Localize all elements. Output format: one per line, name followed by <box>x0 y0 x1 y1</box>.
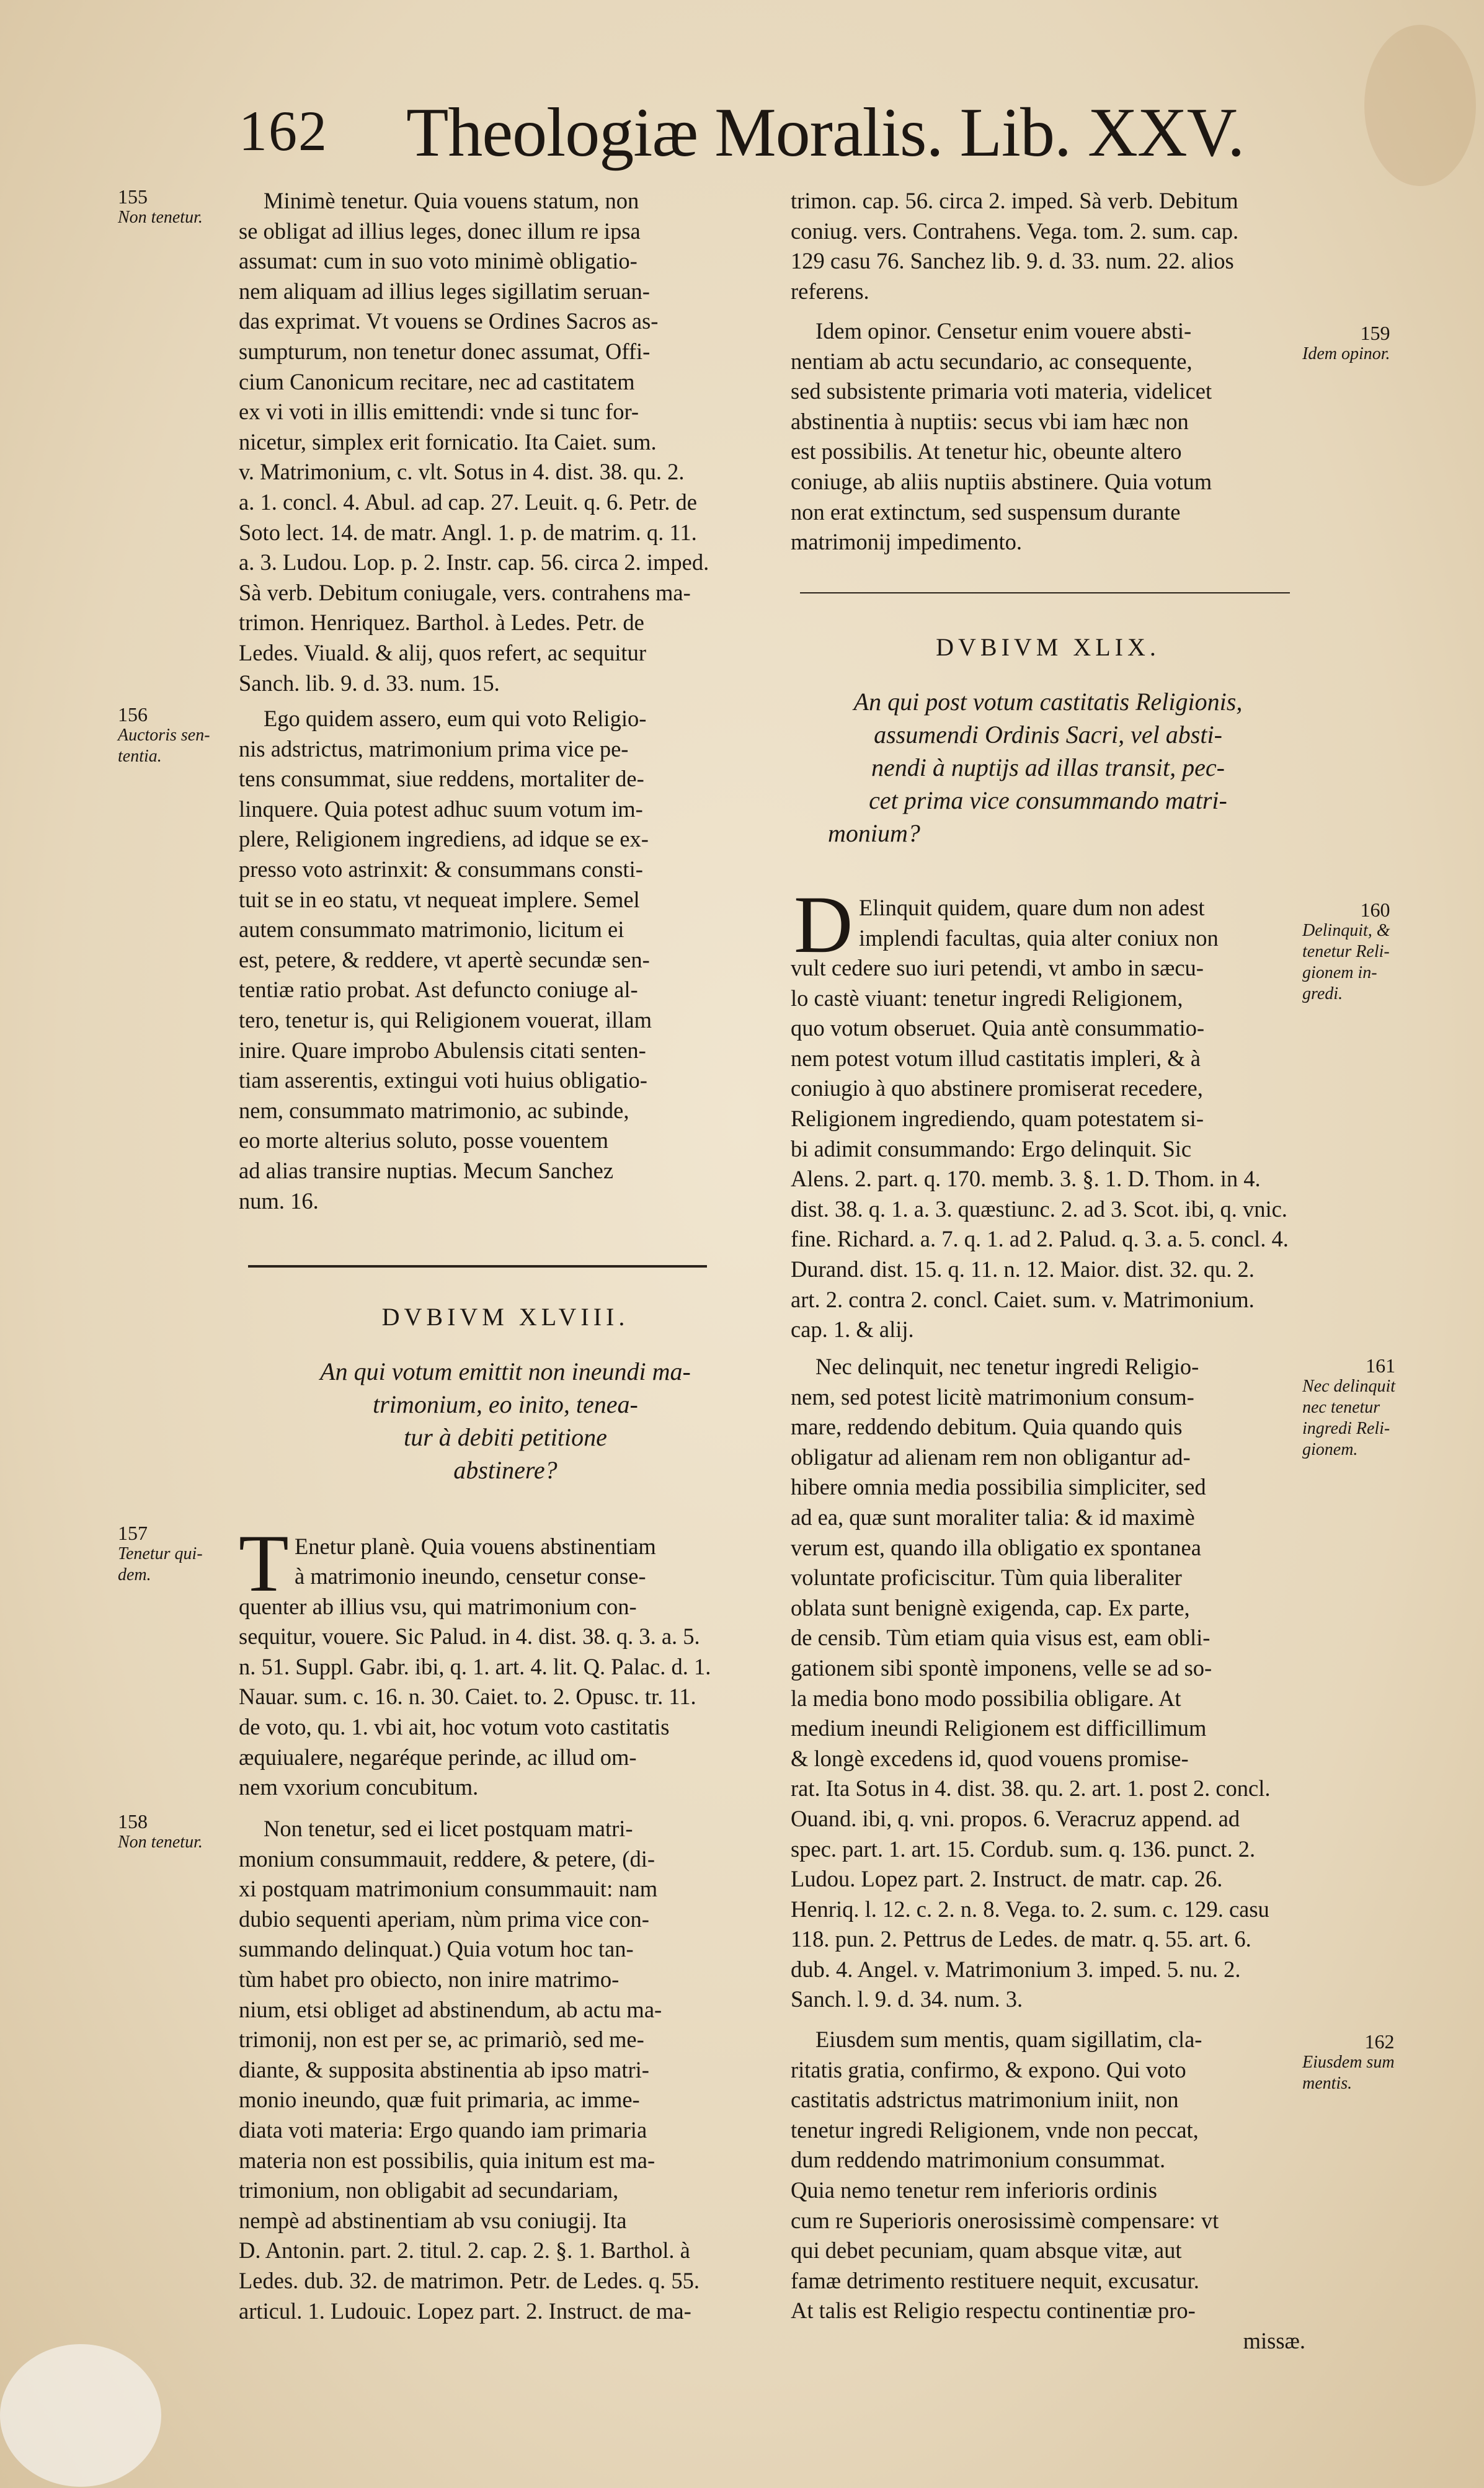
margin-note-156: 156 Auctoris sen- tentia. <box>118 703 210 766</box>
dubium-49-title: DVBIVM XLIX. <box>936 633 1160 661</box>
page-number: 162 <box>239 99 328 162</box>
para-156: Ego quidem assero, eum qui voto Religio- nis adstrictus, matrimonium prima vice pe- tens consummat, siue reddens, mortaliter de- linquere. Quia potest adhuc suum votum im- plere, Religionem ingrediens, ad idque se ex- presso voto astrinxit: & consummans consti- tuit se in eo statu, vt nequeat implere. Semel autem consummato matrimonio, licitum ei est, petere, & reddere, vt apertè secundæ sen- tentiæ ratio probat. Ast defuncto coniuge al- tero, tenetur is, qui Religionem vouerat, illam inire. Quare improbo Abulensis citati senten- tiam asserentis, extingui voti huius obligatio- nem, consummato matrimonio, ac subinde, eo morte alterius soluto, posse vouentem ad alias transire nuptias. Mecum Sanchez num. 16. <box>239 706 652 1214</box>
para-157: à matrimonio ineundo, censetur conse- quenter ab illius vsu, qui matrimonium con- sequitur, vouere. Sic Palud. in 4. dist. 38. q. 3. a. 5. n. 51. Suppl. Gabr. ibi, q. 1. art. 4. lit. Q. Palac. d. 1. Nauar. sum. c. 16. n. 30. Caiet. to. 2. Opusc. tr. 11. de voto, qu. 1. vbi ait, hoc votum voto castitatis æquiualere, negaréque perinde, ac illud om- nem vxorium concubitum. <box>239 1563 711 1800</box>
margin-note-161: 161 Nec delinquit nec tenetur ingredi Reli- gionem. <box>1302 1354 1396 1459</box>
section-rule <box>248 1265 707 1268</box>
para-158-continuation: trimon. cap. 56. circa 2. imped. Sà verb. Debitum coniug. vers. Contrahens. Vega. tom. 2. sum. cap. 129 casu 76. Sanchez lib. 9. d. 33. num. 22. alios referens. <box>791 188 1239 304</box>
section-rule <box>800 592 1290 593</box>
para-161: Nec delinquit, nec tenetur ingredi Religio- nem, sed potest licitè matrimonium consum- mare, reddendo debitum. Quia quando quis obligatur ad alienam rem non obligantur ad- hibere omnia media possibilia simpliciter, sed ad ea, quæ sunt moraliter talia: & id maximè verum est, quando illa obligatio ex spontanea voluntate proficiscitur. Tùm quia liberaliter oblata sunt benignè exigenda, cap. Ex parte, de censib. Tùm etiam quia visus est, eam obli- gationem sibi spontè imponens, velle se ad so- la media bono modo possibilia obligare. At medium ineundi Religionem est difficillimum & longè excedens id, quod vouens promise- rat. Ita Sotus in 4. dist. 38. qu. 2. art. 1. post 2. concl. Ouand. ibi, q. vni. propos. 6. Veracruz append. ad spec. part. 1. art. 15. Cordub. sum. q. 136. punct. 2. Ludou. Lopez part. 2. Instruct. de matr. cap. 26. Henriq. l. 12. c. 2. n. 8. Vega. to. 2. sum. c. 129. casu 118. pun. 2. Pettrus de Ledes. de matr. q. 55. art. 6. dub. 4. Angel. v. Matrimonium 3. imped. 5. nu. 2. Sanch. l. 9. d. 34. num. 3. <box>791 1354 1271 2012</box>
drop-cap-t: T <box>239 1517 289 1609</box>
para-159: Idem opinor. Censetur enim vouere absti- nentiam ab actu secundario, ac consequente, sed subsistente primaria voti materia, videlicet abstinentia à nuptiis: secus vbi iam hæc non est possibilis. At tenetur hic, obeunte altero coniuge, ab aliis nuptiis abstinere. Quia votum non erat extinctum, sed suspensum durante matrimonij impedimento. <box>791 318 1212 555</box>
running-title: Theologiæ Moralis. Lib. XXV. <box>406 94 1245 171</box>
page-corner-tear <box>0 2344 161 2487</box>
dubium-49-question: An qui post votum castitatis Religionis, assumendi Ordinis Sacri, vel absti- nendi à nuptijs ad illas transit, pec- cet prima vice consummando matri- monium? <box>828 688 1243 847</box>
para-157-first-line: Enetur planè. Quia vouens abstinentiam <box>295 1534 656 1559</box>
margin-note-160: 160 Delinquit, & tenetur Reli- gionem in- gredi. <box>1302 899 1390 1003</box>
margin-note-159: 159 Idem opinor. <box>1302 322 1390 363</box>
para-158: Non tenetur, sed ei licet postquam matri- monium consummauit, reddere, & petere, (di- xi postquam matrimonium consummauit: nam dubio sequenti aperiam, nùm prima vice con- summando delinquat.) Quia votum hoc tan- tùm habet pro obiecto, non inire matrimo- nium, etsi obliget ad abstinendum, ab actu ma- trimonij, non est per se, ac primariò, sed me- diante, & supposita abstinentia ab ipso matri- monio ineundo, quæ fuit primaria, ac imme- diata voti materia: Ergo quando iam primaria materia non est possibilis, quia initum est ma- trimonium, non obligabit ad secundariam, nempè ad abstinentiam ab vsu coniugij. Ita D. Antonin. part. 2. titul. 2. cap. 2. §. 1. Barthol. à Ledes. dub. 32. de matrimon. Petr. de Ledes. q. 55. articul. 1. Ludouic. Lopez part. 2. Instruct. de ma- <box>239 1816 700 2324</box>
page-header <box>239 93 1245 180</box>
drop-cap-d: D <box>794 879 853 970</box>
margin-note-155: 155 Non tenetur. <box>118 185 203 227</box>
margin-note-162: 162 Eiusdem sum mentis. <box>1302 2030 1395 2093</box>
para-162: Eiusdem sum mentis, quam sigillatim, cla- ritatis gratia, confirmo, & expono. Qui voto castitatis adstrictus matrimonium iniit, non tenetur ingredi Religionem, vnde non peccat, dum reddendo matrimonium consummat. Quia nemo tenetur rem inferioris ordinis cum re Superioris onerosissimè compensare: vt qui debet pecuniam, quam absque vitæ, aut famæ detrimento restituere nequit, excusatur. At talis est Religio respectu continentiæ pro- missæ. <box>791 2027 1305 2353</box>
page-stain <box>1364 25 1476 186</box>
margin-note-157: 157 Tenetur qui- dem. <box>118 1522 203 1584</box>
para-160: vult cedere suo iuri petendi, vt ambo in sæcu- lo castè viuant: tenetur ingredi Religionem, quo votum obseruet. Quia antè consummatio- nem potest votum illud castitatis impleri, & à coniugio à quo abstinere promiserat recedere, Religionem ingrediendo, quam potestatem si- bi adimit consummando: Ergo delinquit. Sic Alens. 2. part. q. 170. memb. 3. §. 1. D. Thom. in 4. dist. 38. q. 1. a. 3. quæstiunc. 2. ad 3. Scot. ibi, q. vnic. fine. Richard. a. 7. q. 1. ad 2. Palud. q. 3. a. 5. concl. 4. Durand. dist. 15. q. 11. n. 12. Maior. dist. 32. qu. 2. art. 2. contra 2. concl. Caiet. sum. v. Matrimonium. cap. 1. & alij. <box>791 955 1289 1343</box>
dubium-48-question: An qui votum emittit non ineundi ma- trimonium, eo inito, tenea- tur à debiti petitione abstinere? <box>320 1357 691 1484</box>
para-160-first-lines: Elinquit quidem, quare dum non adest implendi facultas, quia alter coniux non <box>859 895 1219 951</box>
para-155: Minimè tenetur. Quia vouens statum, non se obligat ad illius leges, donec illum re ipsa assumat: cum in suo voto minimè obligatio- nem aliquam ad illius leges sigillatim seruan- das exprimat. Vt vouens se Ordines Sacros as- sumpturum, non tenetur donec assumat, Offi- cium Canonicum recitare, nec ad castitatem ex vi voti in illis emittendi: vnde si tunc for- nicetur, simplex erit fornicatio. Ita Caiet. sum. v. Matrimonium, c. vlt. Sotus in 4. dist. 38. qu. 2. a. 1. concl. 4. Abul. ad cap. 27. Leuit. q. 6. Petr. de Soto lect. 14. de matr. Angl. 1. p. de matrim. q. 11. a. 3. Ludou. Lop. p. 2. Instr. cap. 56. circa 2. imped. Sà verb. Debitum coniugale, vers. contrahens ma- trimon. Henriquez. Barthol. à Ledes. Petr. de Ledes. Viuald. & alij, quos refert, ac sequitur Sanch. lib. 9. d. 33. num. 15. <box>239 188 709 696</box>
margin-note-158: 158 Non tenetur. <box>118 1810 203 1852</box>
dubium-48-title: DVBIVM XLVIII. <box>381 1303 629 1331</box>
